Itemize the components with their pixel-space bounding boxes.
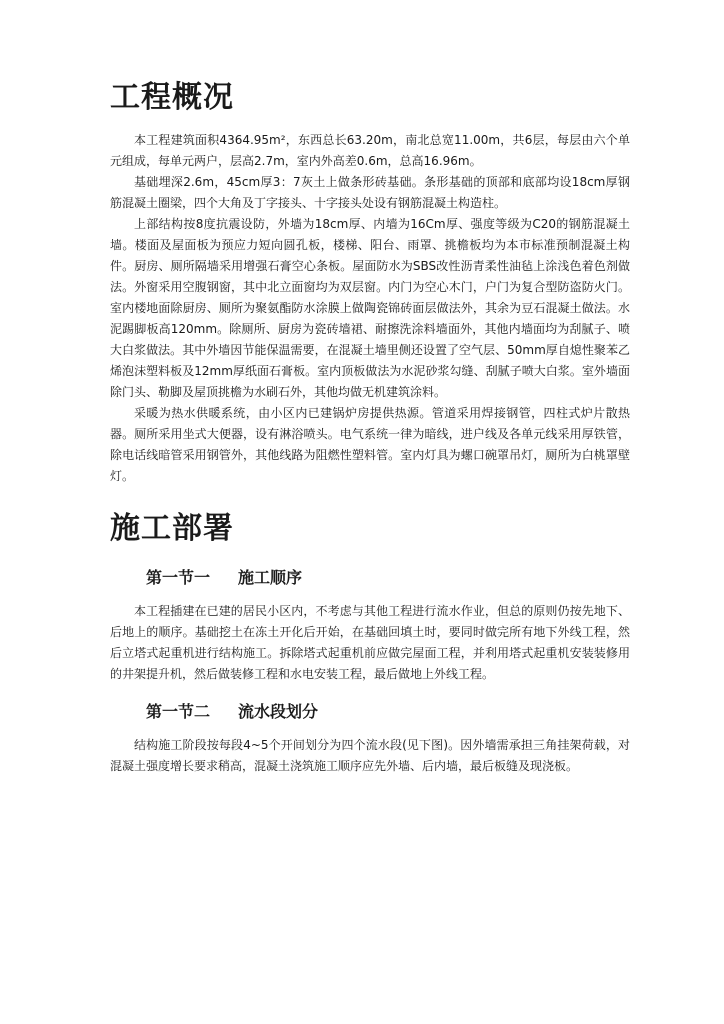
subsection-title: 流水段划分 <box>238 702 319 721</box>
section-title-deployment: 施工部署 <box>110 511 234 546</box>
subsection-title: 施工顺序 <box>238 568 303 587</box>
subsection-heading-division <box>110 701 630 723</box>
overview-paragraph-1: 本工程建筑面积4364.95m²，东西总长63.20m，南北总宽11.00m，共6层，每层由六个单元组成，每单元两户，层高2.7m，室内外高差0.6m，总高16.96m。 <box>110 133 630 168</box>
overview-paragraph-2: 基础埋深2.6m，45cm厚3：7灰土上做条形砖基础。条形基础的顶部和底部均设18cm厚钢筋混凝土圈梁，四个大角及丁字接头、十字接头处设有钢筋混凝土构造柱。 <box>110 175 630 210</box>
document-page <box>110 78 630 777</box>
overview-paragraph-4: 采暖为热水供暖系统，由小区内已建锅炉房提供热源。管道采用焊接钢管，四柱式炉片散热器。厕所采用坐式大便器，设有淋浴喷头。电气系统一律为暗线，进户线及各单元线采用厚铁管，除电话线暗管采用钢管外，其他线路为阻燃性塑料管。室内灯具为螺口碗罩吊灯，厕所为白桃罩壁灯。 <box>110 406 630 483</box>
section-title-overview: 工程概况 <box>110 80 234 115</box>
overview-paragraph-3: 上部结构按8度抗震设防，外墙为18cm厚、内墙为16Cm厚、强度等级为C20的钢筋混凝土墙。楼面及屋面板为预应力短向圆孔板，楼梯、阳台、雨罩、挑檐板均为本市标准预制混凝土构件。厨房、厕所隔墙采用增强石膏空心条板。屋面防水为SBS改性沥青柔性油毡上涂浅色着色剂做法。外窗采用空腹钢窗，其中北立面窗均为双层窗。内门为空心木门，户门为复合型防盗防火门。室内楼地面除厨房、厕所为聚氨酯防水涂膜上做陶瓷锦砖面层做法外，其余为豆石混凝土做法。水泥踢脚板高120mm。除厕所、厨房为瓷砖墙裙、耐擦洗涂料墙面外，其他内墙面均为刮腻子、喷大白浆做法。其中外墙因节能保温需要，在混凝土墙里侧还设置了空气层、50mm厚自熄性聚苯乙烯泡沫塑料板及12mm厚纸面石膏板。室内顶板做法为水泥砂浆勾缝、刮腻子喷大白浆。室外墙面除门头、勒脚及屋顶挑檐为水刷石外，其他均做无机建筑涂料。 <box>110 217 630 399</box>
subsection-number: 第一节二 <box>146 702 211 721</box>
sequence-paragraph: 本工程插建在已建的居民小区内，不考虑与其他工程进行流水作业，但总的原则仍按先地下、后地上的顺序。基础挖土在冻土开化后开始，在基础回填土时，要同时做完所有地下外线工程，然后立塔式起重机进行结构施工。拆除塔式起重机前应做完屋面工程，并利用塔式起重机安装装修用的井架提升机，然后做装修工程和水电安装工程，最后做地上外线工程。 <box>110 604 630 681</box>
subsection-number: 第一节一 <box>146 568 211 587</box>
division-paragraph: 结构施工阶段按每段4~5个开间划分为四个流水段(见下图)。因外墙需承担三角挂架荷载，对混凝土强度增长要求稍高，混凝土浇筑施工顺序应先外墙、后内墙，最后板缝及现浇板。 <box>110 738 630 773</box>
subsection-heading-sequence <box>110 567 630 589</box>
